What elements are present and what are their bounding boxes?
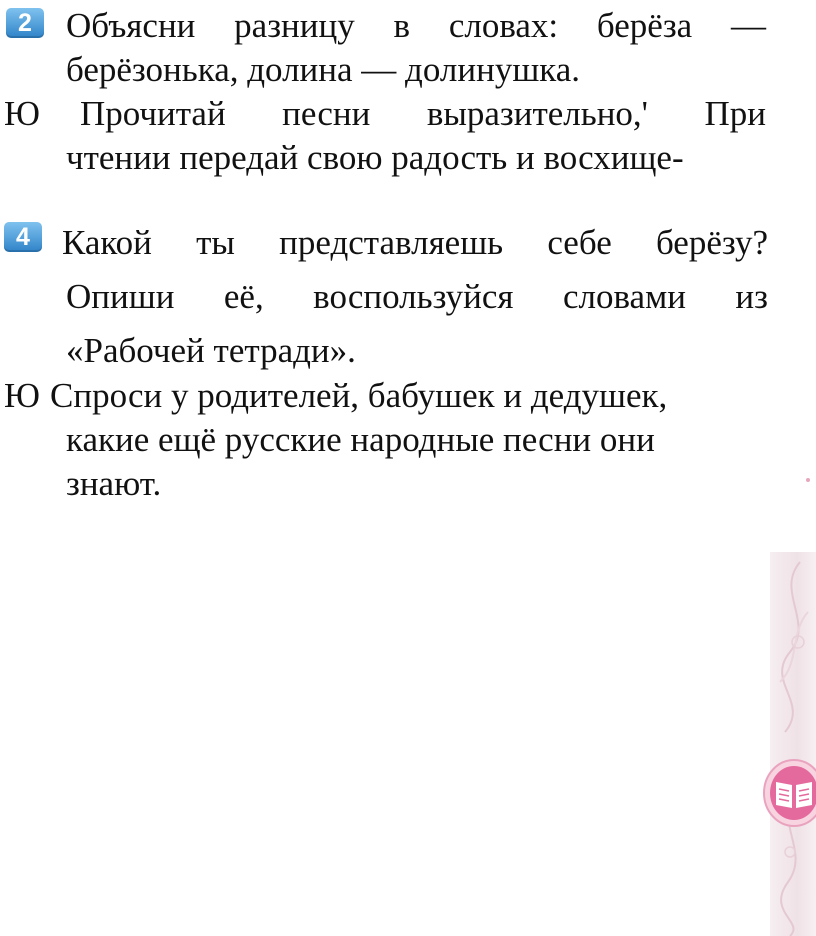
task-4-line-1: Какой ты представляешь себе берёзу? <box>62 223 768 262</box>
task-5-line-2: какие ещё русские народные песни они <box>66 420 655 459</box>
task-4-badge-icon: 4 <box>4 222 42 252</box>
task-2-line-2: берёзонька, долина — долинушка. <box>66 50 581 89</box>
task-3-line-1: Прочитай песни выразительно,' При <box>80 94 766 133</box>
decor-dot <box>806 478 810 482</box>
task-3-line-2: чтении передай свою радость и восхище- <box>66 138 684 177</box>
task-5-line-3: знают. <box>66 464 162 503</box>
task-2-badge-icon: 2 <box>6 8 44 38</box>
task-4-line-3: «Рабочей тетради». <box>66 331 356 370</box>
task-5-marker: Ю <box>4 376 40 415</box>
task-3-marker: Ю <box>4 94 40 133</box>
ornament-swirl-icon <box>770 552 816 936</box>
task-5-line-1: Спроси у родителей, бабушек и дедушек, <box>50 376 668 415</box>
open-book-icon <box>754 752 816 834</box>
side-ornament-strip <box>770 552 816 936</box>
task-2-line-1: Объясни разницу в словах: берёза — <box>66 6 766 45</box>
task-4-line-2: Опиши её, воспользуйся словами из <box>66 277 768 316</box>
